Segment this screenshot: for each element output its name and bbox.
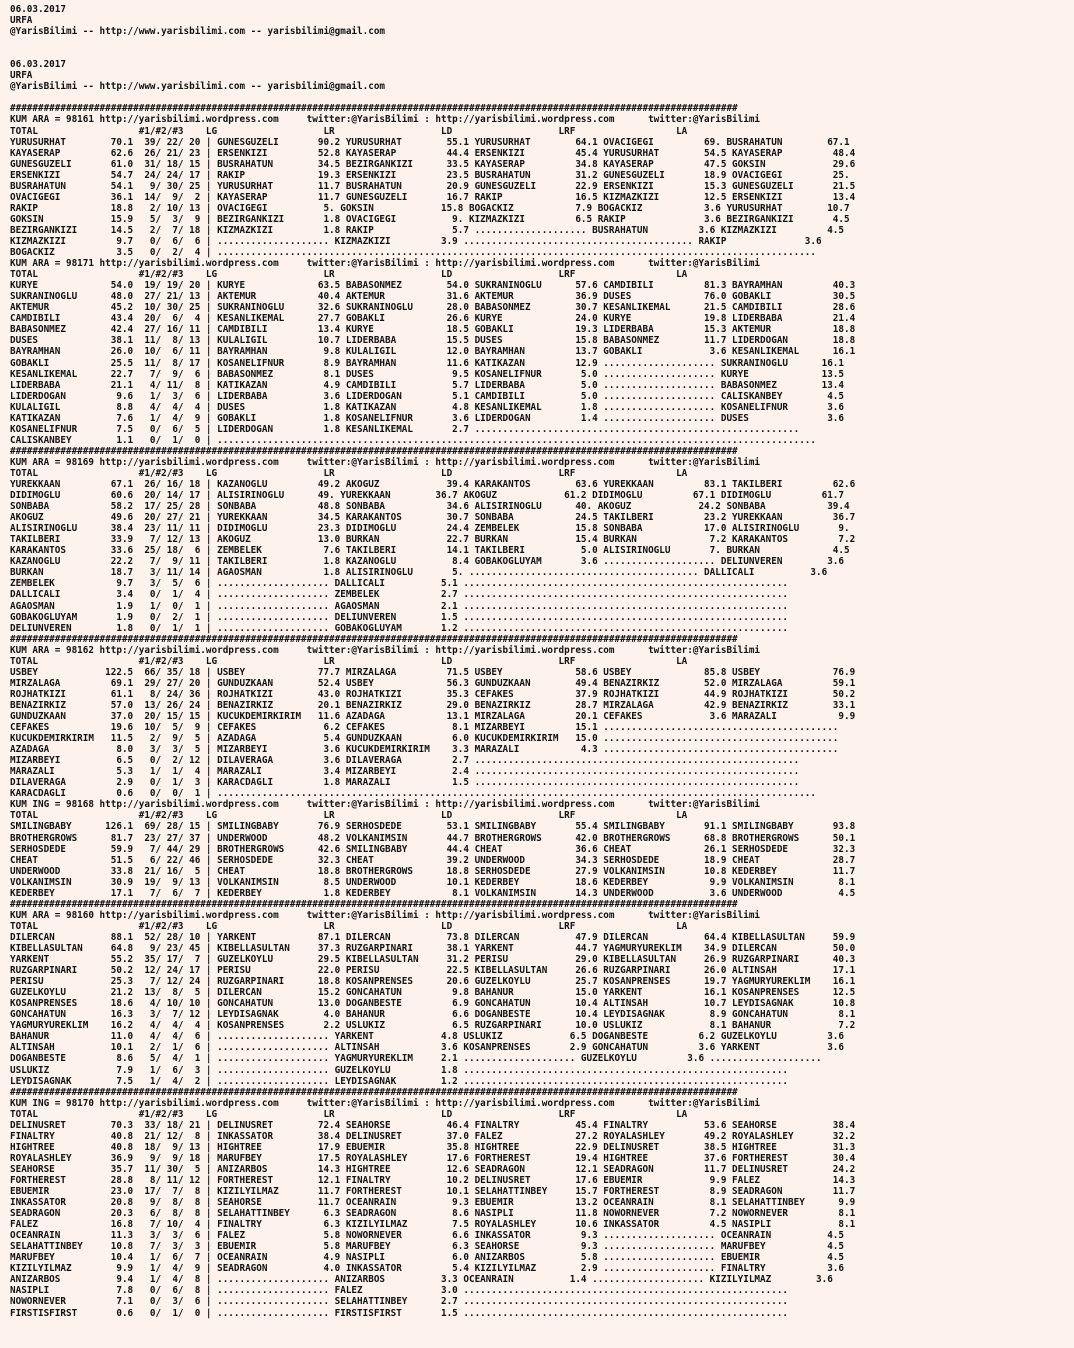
text-line: FORTHEREST 28.8 8/ 11/ 12 | FORTHEREST 12.1 FINALTRY 10.2 DELINUSRET 17.6 EBUEMIR 9.9 FALEZ 14.3 bbox=[10, 1174, 856, 1186]
text-line: YAGMURYUREKLIM 16.2 4/ 4/ 4 | KOSANPRENSES 2.2 USLUKIZ 6.5 RUZGARPINARI 10.0 USLUKIZ 8.1 BAHANUR 7.2 bbox=[10, 1020, 856, 1032]
text-line: FALEZ 16.8 7/ 10/ 4 | FINALTRY 6.3 KIZILYILMAZ 7.5 ROYALASHLEY 10.6 INKASSATOR 4.5 NASIPLI 8.1 bbox=[10, 1219, 856, 1231]
text-line: MIZARBEYI 6.5 0/ 2/ 12 | DILAVERAGA 3.6 DILAVERAGA 2.7 .......................................................... bbox=[10, 755, 800, 767]
text-line: ANIZARBOS 9.4 1/ 4/ 8 | .................... ANIZARBOS 3.3 OCEANRAIN 1.4 .................... KIZILYILMAZ 3.6 bbox=[10, 1274, 833, 1286]
text-line: FIRSTISFIRST 0.6 0/ 1/ 0 | .................... FIRSTISFIRST 1.5 .......................................................... bbox=[10, 1307, 789, 1319]
text-line: BUSRAHATUN 54.1 9/ 30/ 25 | YURUSURHAT 11.7 BUSRAHATUN 20.9 GUNESGUZELI 22.9 ERSENKIZI 15.3 GUNESGUZELI 21.5 bbox=[10, 180, 856, 192]
text-line: KULALIGIL 8.8 4/ 4/ 4 | DUSES 1.8 KATIKAZAN 4.8 KESANLIKEMAL 1.8 .................... KOSANELIFNUR 3.6 bbox=[10, 401, 844, 413]
text-line: GUZELKOYLU 21.2 13/ 8/ 5 | DILERCAN 15.2 GONCAHATUN 9.8 BAHANUR 15.0 YARKENT 16.1 KOSANPRENSES 12.5 bbox=[10, 987, 856, 999]
text-line: KUM ARA = 98169 http://yarisbilimi.wordpress.com twitter:@YarisBilimi : http://yarisbilimi.wordpress.com twitter:@YarisBilimi bbox=[10, 456, 761, 468]
text-line: USBEY 122.5 66/ 35/ 18 | USBEY 77.7 MIRZALAGA 71.5 USBEY 58.6 USBEY 85.8 USBEY 76.9 bbox=[10, 666, 856, 678]
text-line: DIDIMOGLU 60.6 20/ 14/ 17 | ALISIRINOGLU 49. YUREKKAAN 36.7 AKOGUZ 61.2 DIDIMOGLU 67.1 DIDIMOGLU 61.7 bbox=[10, 490, 844, 502]
text-line: DILAVERAGA 2.9 0/ 1/ 3 | KARACDAGLI 1.8 MARAZALI 1.5 .......................................................... bbox=[10, 777, 800, 789]
text-line: TOTAL #1/#2/#3 LG LR LD LRF LA bbox=[10, 810, 688, 822]
text-line: SEADRAGON 20.3 6/ 8/ 8 | SELAHATTINBEY 6.3 SEADRAGON 8.6 NASIPLI 11.8 NOWORNEVER 7.2 NOWORNEVER 8.1 bbox=[10, 1208, 856, 1220]
text-line: UNDERWOOD 33.8 21/ 16/ 5 | CHEAT 18.8 BROTHERGROWS 18.8 SERHOSDEDE 27.9 VOLKANIMSIN 10.8 KEDERBEY 11.7 bbox=[10, 865, 856, 877]
text-line: GOBAKLI 25.5 11/ 8/ 17 | KOSANELIFNUR 8.9 BAYRAMHAN 11.6 KATIKAZAN 12.9 .................... SUKRANINOGLU 16.1 bbox=[10, 357, 844, 369]
text-line bbox=[10, 48, 1074, 59]
text-line: RAKIP 18.8 2/ 10/ 13 | OVACIGEGI 5. GOKSIN 15.8 BOGACKIZ 7.9 BOGACKIZ 3.6 YURUSURHAT 10.7 bbox=[10, 202, 850, 214]
text-line: AGAOSMAN 1.9 1/ 0/ 1 | .................... AGAOSMAN 2.1 .......................................................... bbox=[10, 600, 789, 612]
text-line: SMILINGBABY 126.1 69/ 28/ 15 | SMILINGBABY 76.9 SERHOSDEDE 53.1 SMILINGBABY 55.4 SMILINGBABY 91.1 SMILINGBABY 93.8 bbox=[10, 821, 856, 833]
text-line: MARAZALI 5.3 1/ 1/ 4 | MARAZALI 3.4 MIZARBEYI 2.4 .......................................................... bbox=[10, 766, 800, 778]
section-divider-line: ################################################################################################################################## bbox=[10, 898, 738, 910]
text-line: ROYALASHLEY 36.9 9/ 9/ 18 | MARUFBEY 17.5 ROYALASHLEY 17.6 FORTHEREST 19.4 HIGHTREE 37.6 FORTHEREST 30.4 bbox=[10, 1152, 856, 1164]
text-line: @YarisBilimi -- http://www.yarisbilimi.com -- yarisbilimi@gmail.com bbox=[10, 81, 386, 93]
text-line: SELAHATTINBEY 10.8 7/ 3/ 3 | EBUEMIR 5.8 MARUFBEY 6.3 SEAHORSE 9.3 .................... MARUFBEY 4.5 bbox=[10, 1241, 844, 1253]
text-line: GOBAKOGLUYAM 1.9 0/ 2/ 1 | .................... DELIUNVEREN 1.5 .......................................................... bbox=[10, 611, 789, 623]
text-line: EBUEMIR 23.0 17/ 7/ 8 | KIZILYILMAZ 11.7 FORTHEREST 10.1 SELAHATTINBEY 15.7 FORTHEREST 8.9 SEADRAGON 11.7 bbox=[10, 1186, 856, 1198]
text-line: TOTAL #1/#2/#3 LG LR LD LRF LA bbox=[10, 125, 688, 137]
text-line: CAMDIBILI 43.4 20/ 6/ 4 | KESANLIKEMAL 27.7 GOBAKLI 26.6 KURYE 24.0 KURYE 19.8 LIDERBABA 21.4 bbox=[10, 313, 856, 325]
text-line: INKASSATOR 20.8 9/ 8/ 8 | SEAHORSE 11.7 OCEANRAIN 9.3 EBUEMIR 13.2 OCEANRAIN 8.1 SELAHATTINBEY 9.9 bbox=[10, 1197, 856, 1209]
text-line: MARUFBEY 10.4 1/ 6/ 7 | OCEANRAIN 4.9 NASIPLI 6.0 ANIZARBOS 5.8 .................... EBUEMIR 4.5 bbox=[10, 1252, 844, 1264]
text-line: ERSENKIZI 54.7 24/ 24/ 17 | RAKIP 19.3 ERSENKIZI 23.5 BUSRAHATUN 31.2 GUNESGUZELI 18.9 OVACIGEGI 25. bbox=[10, 169, 850, 181]
text-line: KUM ING = 98170 http://yarisbilimi.wordpress.com twitter:@YarisBilimi : http://yarisbilimi.wordpress.com twitter:@YarisBilimi bbox=[10, 1097, 761, 1109]
text-line: GONCAHATUN 16.3 3/ 7/ 12 | LEYDISAGNAK 4.0 BAHANUR 6.6 DOGANBESTE 10.4 LEYDISAGNAK 8.9 GONCAHATUN 8.1 bbox=[10, 1009, 856, 1021]
text-line: ALTINSAH 10.1 2/ 1/ 6 | .................... ALTINSAH 3.6 KOSANPRENSES 2.9 GONCAHATUN 3.6 YARKENT 3.6 bbox=[10, 1042, 844, 1054]
text-line: TAKILBERI 33.9 7/ 12/ 13 | AKOGUZ 13.0 BURKAN 22.7 BURKAN 15.4 BURKAN 7.2 KARAKANTOS 7.2 bbox=[10, 534, 856, 546]
text-line: RUZGARPINARI 50.2 12/ 24/ 17 | PERISU 22.0 PERISU 22.5 KIBELLASULTAN 26.6 RUZGARPINARI 26.0 ALTINSAH 17.1 bbox=[10, 965, 856, 977]
text-line: KIZMAZKIZI 9.7 0/ 6/ 6 | .................... KIZMAZKIZI 3.9 ......................................... RAKIP 3.6 bbox=[10, 235, 822, 247]
text-line: ZEMBELEK 9.7 3/ 5/ 6 | .................... DALLICALI 5.1 .......................................................... bbox=[10, 578, 789, 590]
text-line: AZADAGA 8.0 3/ 3/ 5 | MIZARBEYI 3.6 KUCUKDEMIRKIRIM 3.3 MARAZALI 4.3 .......................................... bbox=[10, 744, 839, 756]
text-line: BAYRAMHAN 26.0 10/ 6/ 11 | BAYRAMHAN 9.8 KULALIGIL 12.0 BAYRAMHAN 13.7 GOBAKLI 3.6 KESANLIKEMAL 16.1 bbox=[10, 346, 856, 358]
text-line: CALISKANBEY 1.1 0/ 1/ 0 | ........................................................................................................... bbox=[10, 434, 816, 446]
text-line: ALISIRINOGLU 38.4 23/ 11/ 11 | DIDIMOGLU 23.3 DIDIMOGLU 24.4 ZEMBELEK 15.8 SONBABA 17.0 ALISIRINOGLU 9. bbox=[10, 523, 850, 535]
text-line: LEYDISAGNAK 7.5 1/ 4/ 2 | .................... LEYDISAGNAK 1.2 .......................................................... bbox=[10, 1075, 789, 1087]
text-line: KOSANELIFNUR 7.5 0/ 6/ 5 | LIDERDOGAN 1.8 KESANLIKEMAL 2.7 .......................................................... bbox=[10, 423, 800, 435]
text-line: YARKENT 55.2 35/ 17/ 7 | GUZELKOYLU 29.5 KIBELLASULTAN 31.2 PERISU 29.0 KIBELLASULTAN 26.9 RUZGARPINARI 40.3 bbox=[10, 954, 856, 966]
section-divider-line: ################################################################################################################################## bbox=[10, 633, 738, 645]
text-line: TOTAL #1/#2/#3 LG LR LD LRF LA bbox=[10, 655, 688, 667]
text-line: CHEAT 51.5 6/ 22/ 46 | SERHOSDEDE 32.3 CHEAT 39.2 UNDERWOOD 34.3 SERHOSDEDE 18.9 CHEAT 28.7 bbox=[10, 854, 856, 866]
text-line: BENAZIRKIZ 57.0 13/ 26/ 24 | BENAZIRKIZ 20.1 BENAZIRKIZ 29.0 BENAZIRKIZ 28.7 MIRZALAGA 42.9 BENAZIRKIZ 33.1 bbox=[10, 699, 856, 711]
text-line: DUSES 38.1 11/ 8/ 13 | KULALIGIL 10.7 LIDERBABA 15.5 DUSES 15.8 BABASONMEZ 11.7 LIDERDOGAN 18.8 bbox=[10, 335, 856, 347]
text-line: GUNESGUZELI 61.0 31/ 18/ 15 | BUSRAHATUN 34.5 BEZIRGANKIZI 33.5 KAYASERAP 34.8 KAYASERAP 47.5 GOKSIN 29.6 bbox=[10, 158, 856, 170]
text-line: KURYE 54.0 19/ 19/ 20 | KURYE 63.5 BABASONMEZ 54.0 SUKRANINOGLU 57.6 CAMDIBILI 81.3 BAYRAMHAN 40.3 bbox=[10, 280, 856, 292]
text-line bbox=[10, 92, 1074, 103]
text-line: KIBELLASULTAN 64.8 9/ 23/ 45 | KIBELLASULTAN 37.3 RUZGARPINARI 38.1 YARKENT 44.7 YAGMURYUREKLIM 34.9 DILERCAN 50.0 bbox=[10, 942, 856, 954]
text-line: KESANLIKEMAL 22.7 7/ 9/ 6 | BABASONMEZ 8.1 DUSES 9.5 KOSANELIFNUR 5.0 .................... KURYE 13.5 bbox=[10, 368, 844, 380]
text-line: TOTAL #1/#2/#3 LG LR LD LRF LA bbox=[10, 920, 688, 932]
text-line: DELIUNVEREN 1.8 0/ 1/ 1 | .................... GOBAKOGLUYAM 1.2 .......................................................... bbox=[10, 622, 789, 634]
text-line: BOGACKIZ 3.5 0/ 2/ 4 | ........................................................................................................... bbox=[10, 247, 816, 259]
text-line: ROJHATKIZI 61.1 8/ 24/ 36 | ROJHATKIZI 43.0 ROJHATKIZI 35.3 CEFAKES 37.9 ROJHATKIZI 44.9 ROJHATKIZI 50.2 bbox=[10, 688, 856, 700]
text-line: KIZILYILMAZ 9.9 1/ 4/ 9 | SEADRAGON 4.0 INKASSATOR 5.4 KIZILYILMAZ 2.9 .................... FINALTRY 3.6 bbox=[10, 1263, 844, 1275]
text-line: KUM ARA = 98171 http://yarisbilimi.wordpress.com twitter:@YarisBilimi : http://yarisbilimi.wordpress.com twitter:@YarisBilimi bbox=[10, 258, 761, 270]
text-line: YURUSURHAT 70.1 39/ 22/ 20 | GUNESGUZELI 90.2 YURUSURHAT 55.1 YURUSURHAT 64.1 OVACIGEGI 69. BUSRAHATUN 67.1 bbox=[10, 136, 850, 148]
text-line: KUM ING = 98168 http://yarisbilimi.wordpress.com twitter:@YarisBilimi : http://yarisbilimi.wordpress.com twitter:@YarisBilimi bbox=[10, 799, 761, 811]
text-line: SERHOSDEDE 59.9 7/ 44/ 29 | BROTHERGROWS 42.6 SMILINGBABY 44.4 CHEAT 36.6 CHEAT 26.1 SERHOSDEDE 32.3 bbox=[10, 843, 856, 855]
text-line bbox=[10, 37, 1074, 48]
text-line: OVACIGEGI 36.1 14/ 9/ 2 | KAYASERAP 11.7 GUNESGUZELI 16.7 RAKIP 16.5 KIZMAZKIZI 12.5 ERSENKIZI 13.4 bbox=[10, 191, 856, 203]
text-line: PERISU 25.3 7/ 12/ 24 | RUZGARPINARI 18.8 KOSANPRENSES 20.6 GUZELKOYLU 25.7 KOSANPRENSES 19.7 YAGMURYUREKLIM 16.1 bbox=[10, 976, 856, 988]
text-line: AKTEMUR 45.2 10/ 30/ 25 | SUKRANINOGLU 32.6 SUKRANINOGLU 28.0 BABASONMEZ 30.7 KESANLIKEMAL 21.5 CAMDIBILI 28.6 bbox=[10, 302, 856, 314]
text-line: VOLKANIMSIN 30.9 19/ 9/ 13 | VOLKANIMSIN 8.5 UNDERWOOD 10.1 KEDERBEY 18.6 KEDERBEY 9.9 VOLKANIMSIN 8.1 bbox=[10, 876, 856, 888]
text-line: KARACDAGLI 0.6 0/ 0/ 1 | ........................................................................................................... bbox=[10, 788, 816, 800]
text-line: KARAKANTOS 33.6 25/ 18/ 6 | ZEMBELEK 7.6 TAKILBERI 14.1 TAKILBERI 5.0 ALISIRINOGLU 7. BURKAN 4.5 bbox=[10, 545, 850, 557]
text-line: TOTAL #1/#2/#3 LG LR LD LRF LA bbox=[10, 467, 688, 479]
text-line: KEDERBEY 17.1 7/ 6/ 7 | KEDERBEY 1.8 KEDERBEY 8.1 VOLKANIMSIN 14.3 UNDERWOOD 3.6 UNDERWOOD 4.5 bbox=[10, 887, 856, 899]
text-line: LIDERBABA 21.1 4/ 11/ 8 | KATIKAZAN 4.9 CAMDIBILI 5.7 LIDERBABA 5.0 .................... BABASONMEZ 13.4 bbox=[10, 379, 844, 391]
text-line: GUNDUZKAAN 37.0 20/ 15/ 15 | KUCUKDEMIRKIRIM 11.6 AZADAGA 13.1 MIRZALAGA 20.1 CEFAKES 3.6 MARAZALI 9.9 bbox=[10, 711, 856, 722]
text-line: BAHANUR 11.0 4/ 4/ 6 | .................... YARKENT 4.8 USLUKIZ 6.5 DOGANBESTE 6.2 GUZELKOYLU 3.6 bbox=[10, 1031, 844, 1043]
text-line: @YarisBilimi -- http://www.yarisbilimi.com -- yarisbilimi@gmail.com bbox=[10, 26, 386, 38]
text-line: NASIPLI 7.8 0/ 6/ 8 | .................... FALEZ 3.0 .......................................................... bbox=[10, 1285, 789, 1297]
text-line: HIGHTREE 40.8 18/ 9/ 13 | HIGHTREE 17.9 EBUEMIR 35.8 HIGHTREE 22.9 DELINUSRET 38.5 HIGHTREE 31.3 bbox=[10, 1141, 856, 1153]
text-line: SUKRANINOGLU 48.0 27/ 21/ 13 | AKTEMUR 40.4 AKTEMUR 31.6 AKTEMUR 36.9 DUSES 76.0 GOBAKLI 30.5 bbox=[10, 291, 856, 303]
text-line: KUM ARA = 98162 http://yarisbilimi.wordpress.com twitter:@YarisBilimi : http://yarisbilimi.wordpress.com twitter:@YarisBilimi bbox=[10, 644, 761, 656]
text-line: DILERCAN 88.1 52/ 28/ 10 | YARKENT 87.1 DILERCAN 73.8 DILERCAN 47.9 DILERCAN 64.4 KIBELLASULTAN 59.9 bbox=[10, 931, 856, 943]
text-line: 06.03.2017 bbox=[10, 4, 66, 15]
text-line: FINALTRY 40.8 21/ 12/ 8 | INKASSATOR 38.4 DELINUSRET 37.0 FALEZ 27.2 ROYALASHLEY 49.2 ROYALASHLEY 32.2 bbox=[10, 1130, 856, 1142]
text-line: TOTAL #1/#2/#3 LG LR LD LRF LA bbox=[10, 1108, 688, 1120]
text-line: DALLICALI 3.4 0/ 1/ 4 | .................... ZEMBELEK 2.7 .......................................................... bbox=[10, 589, 789, 601]
section-divider-line: ################################################################################################################################## bbox=[10, 103, 738, 115]
text-line: GOKSIN 15.9 5/ 3/ 9 | BEZIRGANKIZI 1.8 OVACIGEGI 9. KIZMAZKIZI 6.5 RAKIP 3.6 BEZIRGANKIZI 4.5 bbox=[10, 213, 850, 225]
text-line: USLUKIZ 7.9 1/ 6/ 3 | .................... GUZELKOYLU 1.8 .......................................................... bbox=[10, 1064, 789, 1076]
text-line: 06.03.2017 bbox=[10, 59, 66, 71]
text-line: LIDERDOGAN 9.6 1/ 3/ 6 | LIDERBABA 3.6 LIDERDOGAN 5.1 CAMDIBILI 5.0 .................... CALISKANBEY 4.5 bbox=[10, 390, 844, 402]
text-line: OCEANRAIN 11.3 3/ 3/ 6 | FALEZ 5.8 NOWORNEVER 6.6 INKASSATOR 9.3 .................... OCEANRAIN 4.5 bbox=[10, 1230, 844, 1242]
text-line: KUM ARA = 98161 http://yarisbilimi.wordpress.com twitter:@YarisBilimi : http://yarisbilimi.wordpress.com twitter:@YarisBilimi bbox=[10, 114, 761, 126]
text-line: KATIKAZAN 7.6 1/ 4/ 9 | GOBAKLI 1.8 KOSANELIFNUR 3.6 LIDERDOGAN 1.4 .................... DUSES 3.6 bbox=[10, 412, 844, 424]
text-line: URFA bbox=[10, 70, 33, 82]
text-line: MIRZALAGA 69.1 29/ 27/ 20 | GUNDUZKAAN 52.4 USBEY 56.3 GUNDUZKAAN 49.4 BENAZIRKIZ 52.0 MIRZALAGA 59.1 bbox=[10, 677, 856, 689]
text-line: CEFAKES 19.6 10/ 5/ 9 | CEFAKES 6.2 CEFAKES 8.1 MIZARBEYI 15.1 .......................................... bbox=[10, 722, 839, 734]
text-line: SONBABA 58.2 17/ 25/ 28 | SONBABA 48.8 SONBABA 34.6 ALISIRINOGLU 40. AKOGUZ 24.2 SONBABA 39.4 bbox=[10, 501, 850, 513]
text-line: DOGANBESTE 8.6 5/ 4/ 1 | .................... YAGMURYUREKLIM 2.1 .................... GUZELKOYLU 3.6 .................... bbox=[10, 1053, 822, 1065]
text-line: BABASONMEZ 42.4 27/ 16/ 11 | CAMDIBILI 13.4 KURYE 18.5 GOBAKLI 19.3 LIDERBABA 15.3 AKTEMUR 18.8 bbox=[10, 324, 856, 336]
text-line: KAZANOGLU 22.2 7/ 9/ 11 | TAKILBERI 1.8 KAZANOGLU 8.4 GOBAKOGLUYAM 3.6 .................... DELIUNVEREN 3.6 bbox=[10, 556, 844, 568]
text-line: KOSANPRENSES 18.6 4/ 10/ 10 | GONCAHATUN 13.0 DOGANBESTE 6.9 GONCAHATUN 10.4 ALTINSAH 10.7 LEYDISAGNAK 10.8 bbox=[10, 998, 856, 1010]
text-line: BEZIRGANKIZI 14.5 2/ 7/ 18 | KIZMAZKIZI 1.8 RAKIP 5.7 .................... BUSRAHATUN 3.6 KIZMAZKIZI 4.5 bbox=[10, 224, 844, 236]
text-line: KAYASERAP 62.6 26/ 21/ 23 | ERSENKIZI 52.8 KAYASERAP 44.4 ERSENKIZI 45.4 YURUSURHAT 54.5 KAYASERAP 48.4 bbox=[10, 147, 856, 159]
text-line: KUCUKDEMIRKIRIM 11.5 2/ 9/ 5 | AZADAGA 5.4 GUNDUZKAAN 6.0 KUCUKDEMIRKIRIM 15.0 .......................................... bbox=[10, 733, 839, 745]
section-divider-line: ################################################################################################################################## bbox=[10, 1086, 738, 1098]
text-line: KUM ARA = 98160 http://yarisbilimi.wordpress.com twitter:@YarisBilimi : http://yarisbilimi.wordpress.com twitter:@YarisBilimi bbox=[10, 909, 761, 921]
text-line: YUREKKAAN 67.1 26/ 16/ 18 | KAZANOGLU 49.2 AKOGUZ 39.4 KARAKANTOS 63.6 YUREKKAAN 83.1 TAKILBERI 62.6 bbox=[10, 479, 856, 491]
text-line: URFA bbox=[10, 15, 33, 27]
text-line: SEAHORSE 35.7 11/ 30/ 5 | ANIZARBOS 14.3 HIGHTREE 12.6 SEADRAGON 12.1 SEADRAGON 11.7 DELINUSRET 24.2 bbox=[10, 1163, 856, 1175]
text-line: NOWORNEVER 7.1 0/ 3/ 6 | .................... SELAHATTINBEY 2.7 .......................................................... bbox=[10, 1296, 789, 1308]
text-line: AKOGUZ 49.6 20/ 27/ 21 | YUREKKAAN 34.5 KARAKANTOS 30.7 SONBABA 24.5 TAKILBERI 23.2 YUREKKAAN 36.7 bbox=[10, 512, 856, 524]
text-line: BROTHERGROWS 81.7 23/ 27/ 37 | UNDERWOOD 48.2 VOLKANIMSIN 44.7 BROTHERGROWS 42.0 BROTHERGROWS 68.8 BROTHERGROWS 50.1 bbox=[10, 832, 856, 844]
text-line: TOTAL #1/#2/#3 LG LR LD LRF LA bbox=[10, 269, 688, 281]
section-divider-line: ################################################################################################################################## bbox=[10, 445, 738, 457]
text-line: DELINUSRET 70.3 33/ 18/ 21 | DELINUSRET 72.4 SEAHORSE 46.4 FINALTRY 45.4 FINALTRY 53.6 SEAHORSE 38.4 bbox=[10, 1119, 856, 1131]
text-line: BURKAN 18.7 3/ 11/ 14 | AGAOSMAN 1.8 ALISIRINOGLU 5. ......................................... DALLICALI 3.6 bbox=[10, 567, 828, 579]
